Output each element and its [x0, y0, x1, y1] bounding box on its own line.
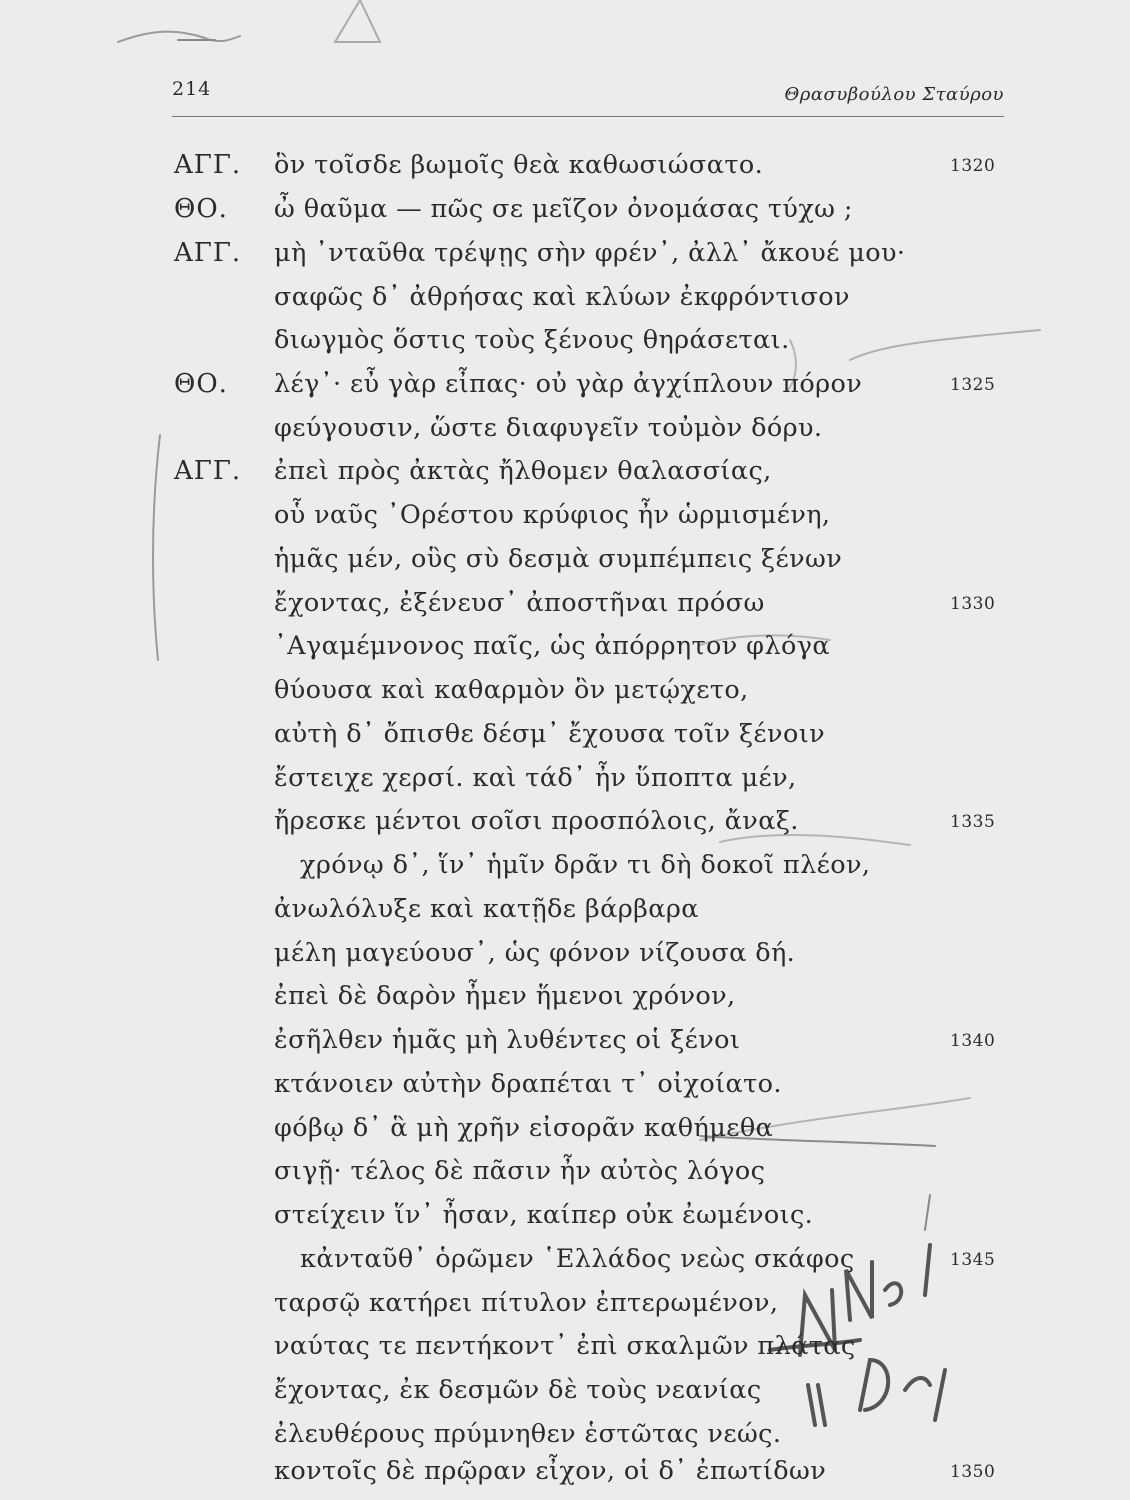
top-pencil-triangle [335, 0, 380, 42]
verse-text-line: ἐπεὶ πρὸς ἀκτὰς ἤλθομεν θαλασσίας, [274, 456, 772, 486]
verse-text-line: ἐλευθέρους πρύμνηθεν ἑστῶτας νεώς. [274, 1419, 782, 1449]
verse-text-line: ἔχοντας, ἐκ δεσμῶν δὲ τοὺς νεανίας [274, 1375, 762, 1405]
verse-line [0, 150, 1130, 194]
verse-text-line: διωγμὸς ὅστις τοὺς ξένους θηράσεται. [274, 325, 790, 355]
verse-line [0, 1025, 1130, 1069]
verse-text-line: ταρσῷ κατήρει πίτυλον ἐπτερωμένον, [274, 1288, 779, 1318]
verse-text-line: χρόνῳ δ᾽, ἵν᾽ ἡμῖν δρᾶν τι δὴ δοκοῖ πλέον, [300, 850, 871, 880]
verse-text-line: ἔχοντας, ἐξένευσ᾽ ἀποστῆναι πρόσω [274, 588, 765, 618]
verse-text-line: στείχειν ἵν᾽ ἦσαν, καίπερ οὐκ ἐωμένοις. [274, 1200, 814, 1230]
verse-text-line: σαφῶς δ᾽ ἀθρήσας καὶ κλύων ἐκφρόντισον [274, 282, 850, 312]
speaker-label: ΑΓΓ. [174, 238, 242, 268]
page-number: 214 [172, 78, 212, 100]
verse-text-line: κτάνοιεν αὐτὴν δραπέται τ᾽ οἰχοίατο. [274, 1069, 782, 1099]
page-header [172, 78, 1004, 117]
line-number: 1345 [950, 1250, 996, 1270]
verse-line [0, 369, 1130, 413]
verse-text-line: ἐσῆλθεν ἡμᾶς μὴ λυθέντες οἱ ξένοι [274, 1025, 741, 1055]
verse-text-line: ἔστειχε χερσί. καὶ τάδ᾽ ἦν ὕποπτα μέν, [274, 763, 797, 793]
speaker-label: ΘΟ. [174, 369, 228, 399]
line-number: 1320 [950, 156, 996, 176]
verse-line [0, 806, 1130, 850]
verse-line [0, 1156, 1130, 1200]
verse-line [0, 588, 1130, 632]
verse-line [0, 282, 1130, 326]
verse-text-line: κἀνταῦθ᾽ ὁρῶμεν ῾Ελλάδος νεὼς σκάφος [300, 1244, 855, 1274]
line-number: 1335 [950, 812, 996, 832]
verse-text-line: φεύγουσιν, ὥστε διαφυγεῖν τοὐμὸν δόρυ. [274, 413, 823, 443]
verse-line [0, 675, 1130, 719]
verse-line [0, 763, 1130, 807]
verse-line [0, 325, 1130, 369]
verse-line [0, 500, 1130, 544]
verse-line [0, 719, 1130, 763]
verse-text-line: ναύτας τε πεντήκοντ᾽ ἐπὶ σκαλμῶν πλάτας [274, 1331, 856, 1361]
line-number: 1340 [950, 1031, 996, 1051]
verse-text-line: ὦ θαῦμα — πῶς σε μεῖζον ὀνομάσας τύχω ; [274, 194, 853, 224]
line-number: 1330 [950, 594, 996, 614]
verse-line [0, 631, 1130, 675]
line-number: 1350 [950, 1462, 996, 1482]
verse-text-line: ἐπεὶ δὲ δαρὸν ἦμεν ἥμενοι χρόνον, [274, 981, 736, 1011]
verse-line [0, 894, 1130, 938]
verse-text-line: κοντοῖς δὲ πρῷραν εἶχον, οἱ δ᾽ ἐπωτίδων [274, 1456, 827, 1486]
line-number: 1325 [950, 375, 996, 395]
speaker-label: ΑΓΓ. [174, 150, 242, 180]
verse-line [0, 1375, 1130, 1419]
verse-text-line: λέγ᾽· εὖ γὰρ εἶπας· οὐ γὰρ ἀγχίπλουν πόρον [274, 369, 863, 399]
verse-text-line: αὐτὴ δ᾽ ὄπισθε δέσμ᾽ ἔχουσα τοῖν ξένοιν [274, 719, 826, 749]
verse-text-line: μέλη μαγεύουσ᾽, ὡς φόνον νίζουσα δή. [274, 938, 796, 968]
verse-line [0, 1113, 1130, 1157]
verse-text-line: ἤρεσκε μέντοι σοῖσι προσπόλοις, ἄναξ. [274, 806, 799, 836]
verse-text-line: ἀνωλόλυξε καὶ κατῇδε βάρβαρα [274, 894, 699, 924]
verse-line [0, 1456, 1130, 1500]
verse-line [0, 413, 1130, 457]
verse-line [0, 1200, 1130, 1244]
verse-line [0, 544, 1130, 588]
verse-line [0, 850, 1130, 894]
verse-line [0, 1244, 1130, 1288]
verse-line [0, 194, 1130, 238]
verse-line [0, 1069, 1130, 1113]
verse-line [0, 981, 1130, 1025]
verse-line [0, 456, 1130, 500]
verse-text-line: φόβῳ δ᾽ ἃ μὴ χρῆν εἰσορᾶν καθήμεθα [274, 1113, 774, 1143]
verse-text-line: ἡμᾶς μέν, οὓς σὺ δεσμὰ συμπέμπεις ξένων [274, 544, 843, 574]
verse-line [0, 238, 1130, 282]
running-title: Θρασυβούλου Σταύρου [784, 84, 1004, 105]
verse-line [0, 938, 1130, 982]
verse-text-line: σιγῇ· τέλος δὲ πᾶσιν ἦν αὐτὸς λόγος [274, 1156, 766, 1186]
verse-text-line: μὴ ᾽νταῦθα τρέψῃς σὴν φρέν᾽, ἀλλ᾽ ἄκουέ μου· [274, 238, 906, 268]
speaker-label: ΑΓΓ. [174, 456, 242, 486]
verse-text-line: ᾽Αγαμέμνονος παῖς, ὡς ἀπόρρητον φλόγα [274, 631, 831, 661]
verse-line [0, 1288, 1130, 1332]
verse-text-line: ὃν τοῖσδε βωμοῖς θεὰ καθωσιώσατο. [274, 150, 764, 180]
speaker-label: ΘΟ. [174, 194, 228, 224]
verse-line [0, 1331, 1130, 1375]
verse-text-line: οὗ ναῦς ᾽Ορέστου κρύφιος ἦν ὡρμισμένη, [274, 500, 831, 530]
verse-text-line: θύουσα καὶ καθαρμὸν ὃν μετῴχετο, [274, 675, 749, 705]
